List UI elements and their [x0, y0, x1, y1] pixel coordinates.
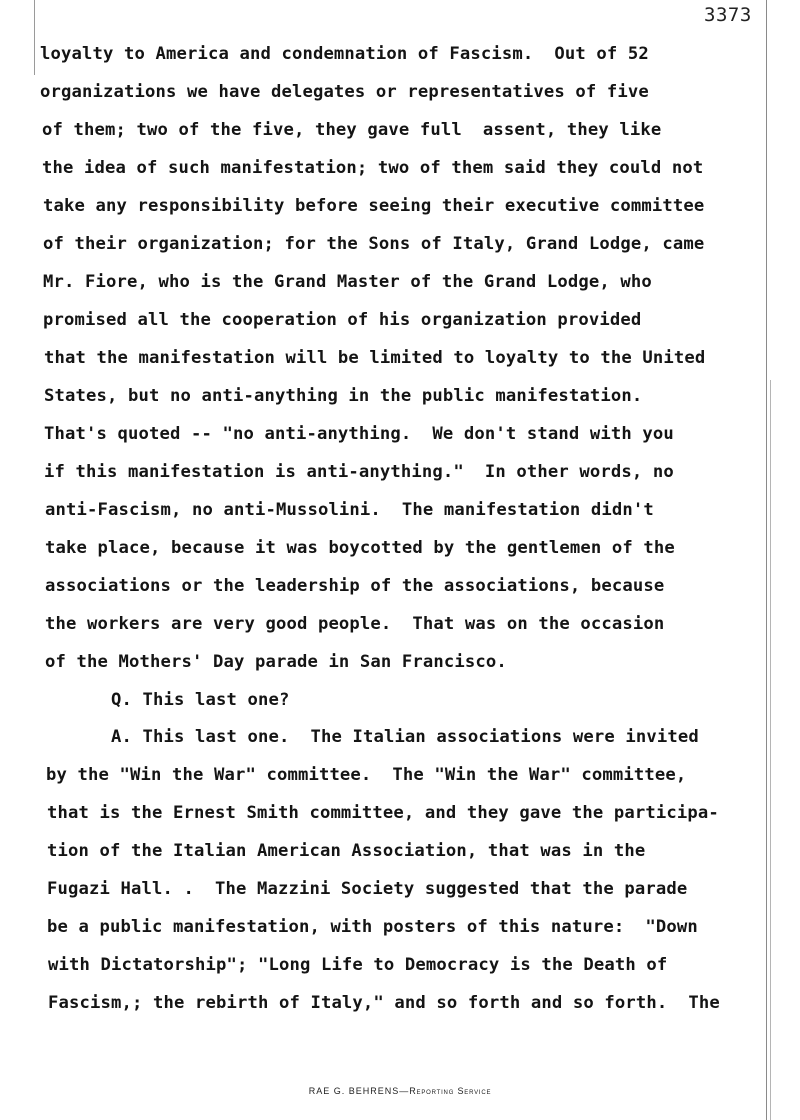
text-line: States, but no anti-anything in the public manifestation.	[44, 386, 643, 406]
text-line: Fugazi Hall. . The Mazzini Society suggested that the parade	[47, 879, 688, 899]
text-line: be a public manifestation, with posters of this nature: "Down	[47, 917, 698, 937]
text-line: promised all the cooperation of his organization provided	[43, 310, 642, 330]
question-line: Q. This last one?	[111, 690, 290, 710]
answer-line: A. This last one. The Italian associations were invited	[111, 727, 699, 747]
text-line: That's quoted -- "no anti-anything. We don't stand with you	[44, 424, 674, 444]
text-line: organizations we have delegates or representatives of five	[40, 82, 649, 102]
footer-reporter-name: RAE G. BEHRENS	[308, 1086, 400, 1096]
text-line: with Dictatorship"; "Long Life to Democracy is the Death of	[48, 955, 668, 975]
text-line: by the "Win the War" committee. The "Win the War" committee,	[46, 765, 687, 785]
text-line: of them; two of the five, they gave full assent, they like	[42, 120, 662, 140]
left-margin-rule	[34, 0, 35, 75]
right-margin-rule-secondary	[770, 380, 771, 1120]
text-line: Mr. Fiore, who is the Grand Master of the Grand Lodge, who	[43, 272, 652, 292]
text-line: of the Mothers' Day parade in San Francisco.	[45, 652, 507, 672]
text-line: loyalty to America and condemnation of Fascism. Out of 52	[40, 44, 649, 64]
text-line: the idea of such manifestation; two of them said they could not	[42, 158, 704, 178]
text-line: that is the Ernest Smith committee, and they gave the participa-	[47, 803, 719, 823]
text-line: take any responsibility before seeing their executive committee	[43, 196, 705, 216]
text-line: associations or the leadership of the associations, because	[45, 576, 665, 596]
right-margin-rule	[766, 0, 767, 1120]
text-line: Fascism,; the rebirth of Italy," and so forth and so forth. The	[48, 993, 720, 1013]
text-line: anti-Fascism, no anti-Mussolini. The manifestation didn't	[45, 500, 654, 520]
text-line: of their organization; for the Sons of Italy, Grand Lodge, came	[43, 234, 705, 254]
page-number: 3373	[704, 4, 752, 26]
text-line: take place, because it was boycotted by the gentlemen of the	[45, 538, 675, 558]
text-line: the workers are very good people. That was on the occasion	[45, 614, 665, 634]
footer-service-label: Reporting Service	[409, 1086, 492, 1096]
text-line: if this manifestation is anti-anything." In other words, no	[44, 462, 674, 482]
text-line: tion of the Italian American Association, that was in the	[47, 841, 646, 861]
footer-separator: —	[399, 1086, 410, 1096]
text-line: that the manifestation will be limited to loyalty to the United	[44, 348, 706, 368]
footer-reporting-service	[0, 1086, 800, 1096]
